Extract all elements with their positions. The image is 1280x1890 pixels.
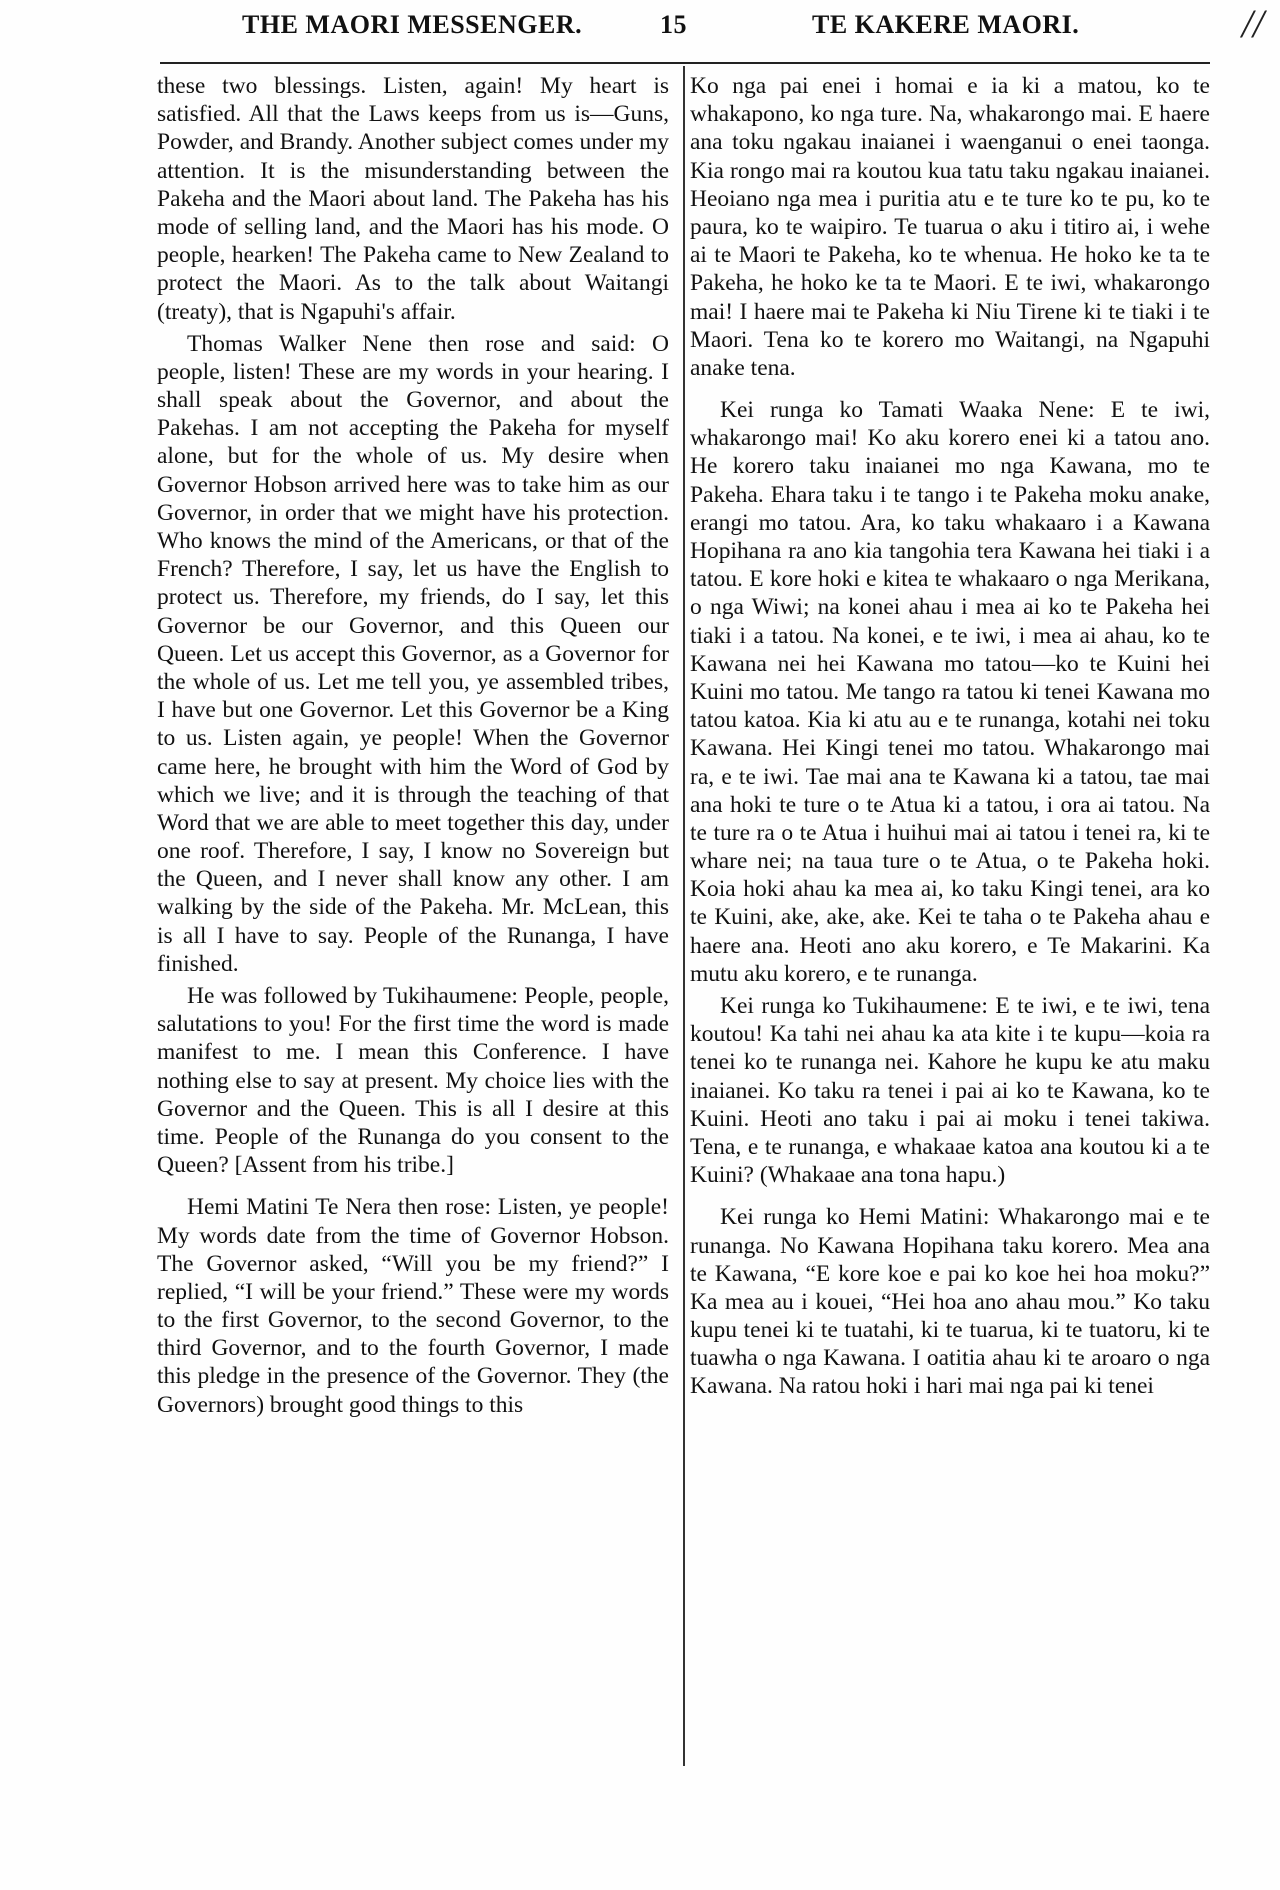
english-masthead: THE MAORI MESSENGER. — [242, 10, 583, 39]
maori-column — [690, 72, 1210, 1405]
maori-paragraph: Kei runga ko Hemi Matini: Whakarongo mai e te runanga. No Kawana Hopihana taku korero. Mea ana te Kawana, “E kore koe e pai ko koe hei hoa moku?” Ka mea au i kouei, “Hei hoa ano ahau mou.” Ko taku kupu tenei ki te tuatahi, ki te tuarua, ki te tuatoru, ki te tuawha o nga Kawana. I oatitia ahau ki te aroaro o nga Kawana. Na ratou hoki i hari mai nga pai ki tenei — [690, 1204, 1210, 1400]
english-column — [157, 72, 669, 1423]
page-number: 15 — [660, 10, 687, 39]
maori-masthead: TE KAKERE MAORI. — [812, 10, 1080, 39]
english-paragraph: Hemi Matini Te Nera then rose: Listen, ye people! My words date from the time of Governor Hobson. The Governor asked, “Will you be my friend?” I replied, “I will be your friend.” These were my words to the first Governor, to the second Governor, to the third Governor, and to the fourth Governor, I made this pledge in the presence of the Governor. They (the Governors) brought good things to this — [157, 1194, 669, 1418]
english-paragraph: these two blessings. Listen, again! My heart is satisfied. All that the Laws keeps from us is—Guns, Powder, and Brandy. Another subject comes under my attention. It is the misunderstanding between the Pakeha and the Maori about land. The Pakeha has his mode of selling land, and the Maori has his mode. O people, hearken! The Pakeha came to New Zealand to protect the Maori. As to the talk about Waitangi (treaty), that is Ngapuhi's affair. — [157, 73, 669, 325]
english-paragraph: He was followed by Tukihaumene: People, people, salutations to you! For the first time the word is made manifest to me. I mean this Conference. I have nothing else to say at present. My choice lies with the Governor and the Queen. This is all I desire at this time. People of the Runanga do you consent to the Queen? [Assent from his tribe.] — [157, 983, 669, 1179]
maori-paragraph: Kei runga ko Tukihaumene: E te iwi, e te iwi, tena koutou! Ka tahi nei ahau ka ata kite i te kupu—koia ra tenei ko te runanga nei. Kahore he kupu ke atu maku inaianei. Ko taku ra tenei i pai ai ko te Kawana, ko te Kuini. Heoti ano taku i pai ai moku i tenei takiwa. Tena, e te runanga, e whakaae katoa ana koutou ki a te Kuini? (Whakaae ana tona hapu.) — [690, 993, 1210, 1189]
english-paragraph: Thomas Walker Nene then rose and said: O people, listen! These are my words in your hearing. I shall speak about the Governor, and about the Pakehas. I am not accepting the Pakeha for myself alone, but for the whole of us. My desire when Governor Hobson arrived here was to take him as our Governor, in order that we might have his protection. Who knows the mind of the Americans, or that of the French? Therefore, I say, let us have the English to protect us. Therefore, my friends, do I say, let this Governor be our Governor, and this Queen our Queen. Let us accept this Governor, as a Governor for the whole of us. Let me tell you, ye assembled tribes, I have but one Governor. Let this Governor be a King to us. Listen again, ye people! When the Governor came here, he brought with him the Word of God by which we live; and it is through the teaching of that Word that we are able to meet together this day, under one roof. Therefore, I say, I know no Sovereign but the Queen, and I never shall know any other. I am walking by the side of the Pakeha. Mr. McLean, this is all I have to say. People of the Runanga, I have finished. — [157, 330, 669, 977]
page-header — [150, 6, 1150, 50]
header-rule — [160, 62, 1210, 64]
maori-paragraph: Kei runga ko Tamati Waaka Nene: E te iwi, whakarongo mai! Ko aku korero enei ki a tatou ano. He korero taku inaianei mo nga Kawana, mo te Pakeha. Ehara taku i te tango i te Pakeha moku anake, erangi mo tatou. Ara, ko taku whakaaro i a Kawana Hopihana ra ano kia tangohia tera Kawana hei tiaki i a tatou. E kore hoki e kitea te whakaaro o nga Merikana, o nga Wiwi; na konei ahau i mea ai ko te Pakeha hei tiaki i a tatou. Na konei, e te iwi, i mea ai ahau, ko te Kawana nei hei Kawana mo tatou—ko te Kuini hei Kuini mo tatou. Me tango ra tatou ki tenei Kawana mo tatou katoa. Kia ki atu au e te runanga, kotahi nei toku Kawana. Hei Kingi tenei mo tatou. Whakarongo mai ra, e te iwi. Tae mai ana te Kawana ki a tatou, tae mai ana hoki te ture o te Atua ki a tatou, i ora ai tatou. Na te ture ra o te Atua i huihui mai ai tatou i tenei ra, ki te whare nei; na taua ture o te Atua, o te Pakeha hoki. Koia hoki ahau ka mea ai, ko taku Kingi tenei, ara ko te Kuini, ake, ake, ake. Kei te taha o te Pakeha ahau e haere ana. Heoti ano aku korero, e Te Makarini. Ka mutu aku korero, e te runanga. — [690, 397, 1210, 987]
maori-paragraph: Ko nga pai enei i homai e ia ki a matou, ko te whakapono, ko nga ture. Na, whakarongo mai. E haere ana toku ngakau inaianei i waenganui o enei taonga. Kia rongo mai ra koutou kua tatu taku ngakau inaianei. Heoiano nga mea i puritia atu e te ture ko te pu, ko te paura, ko te waipiro. Te tuarua o aku i titiro ai, i wehe ai te Maori te Pakeha, ko te whenua. He hoko ke ta te Pakeha, he hoko ke ta te Maori. E te iwi, whakarongo mai! I haere mai te Pakeha ki Niu Tirene ki te tiaki i te Maori. Tena ko te korero mo Waitangi, na Ngapuhi anake tena. — [690, 73, 1210, 381]
corner-handwritten-mark: // — [1241, 1, 1264, 46]
column-divider — [683, 66, 685, 1766]
